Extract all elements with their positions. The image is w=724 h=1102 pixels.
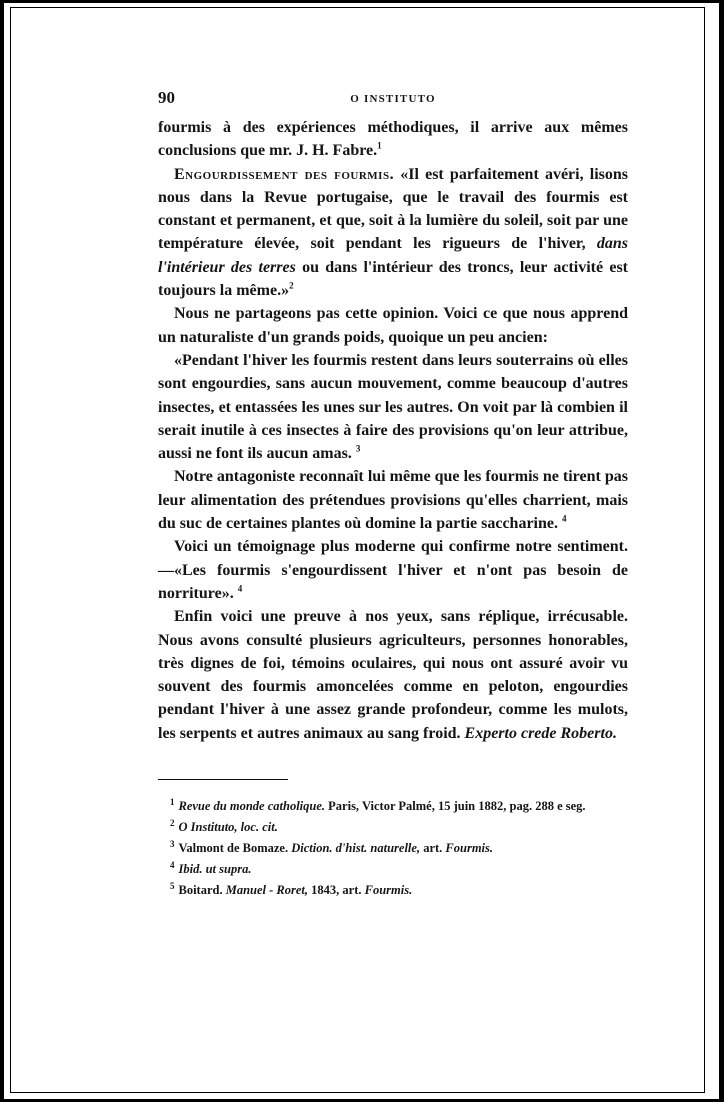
footnote-5-italic-b: Fourmis.: [364, 883, 413, 898]
footnote-3-italic-b: Fourmis.: [445, 841, 494, 856]
paragraph-1: [158, 116, 628, 163]
paragraph-7-text: Enfin voici une preuve à nos yeux, sans réplique, irrécusable. Nous avons consulté plusieurs agriculteurs, personnes honorables, très dignes de foi, témoins oculaires, qui nous ont assuré avoir vu souvent des fourmis amoncelées comme en peloton, engourdies pendant l'hiver à une assez grande profondeur, comme les mulots, les serpents et autres animaux au sang froid.: [158, 608, 628, 742]
paragraph-7: [158, 605, 628, 745]
footnote-4: [158, 859, 628, 880]
paragraph-4-text: «Pendant l'hiver les fourmis restent dans leurs souterrains où elles sont engourdies, sans aucun mouvement, comme beaucoup d'autres insectes, et entassées les unes sur les autres. On voit par là combien il serait inutile à ces insectes à faire des provisions qu'on leur attribue, aussi ne font ils aucun amas.: [158, 351, 628, 463]
running-title: O INSTITUTO: [350, 93, 436, 105]
footnote-ref-4: 4: [562, 513, 567, 524]
footnote-3-mark: 3: [170, 838, 175, 849]
footnote-ref-2: 2: [289, 280, 294, 291]
footnotes: [158, 796, 628, 901]
paragraph-6-text: Voici un témoignage plus moderne qui confirme notre sentiment.—«Les fourmis s'engourdissent l'hiver et n'ont pas besoin de norriture».: [158, 538, 628, 602]
footnote-5: [158, 880, 628, 901]
paragraph-5: [158, 465, 628, 535]
page-number: 90: [158, 88, 175, 107]
footnote-5-text-a: Boitard.: [178, 883, 226, 898]
footnote-divider: [158, 779, 288, 780]
paragraph-2-italic: dans l'intérieur des terres: [158, 235, 628, 276]
paragraph-2-text-b: ou dans l'intérieur des troncs, leur activité est toujours la même.»: [158, 258, 628, 300]
page-header: [158, 86, 628, 116]
footnote-5-text-b: 1843, art.: [308, 883, 365, 898]
paragraph-5-text: Notre antagoniste reconnaît lui même que les fourmis ne tirent pas leur alimentation des prétendues provisions qu'elles charrient, mais du suc de certaines plantes où domine la partie saccharine.: [158, 468, 628, 533]
book-page: [158, 86, 628, 901]
footnote-5-italic: Manuel - Roret,: [225, 883, 309, 898]
footnote-2-mark: 2: [170, 817, 175, 828]
paragraph-3: Nous ne partageons pas cette opinion. Voici ce que nous apprend un naturaliste d'un grands poids, quoique un peu ancien:: [158, 305, 628, 346]
main-text: [158, 116, 628, 745]
footnote-4-italic: Ibid. ut supra.: [178, 862, 252, 877]
paragraph-7-italic: Experto crede Roberto.: [464, 724, 617, 742]
footnote-1-mark: 1: [170, 796, 175, 807]
paragraph-6: [158, 535, 628, 605]
footnote-2-italic: O Instituto, loc. cit.: [178, 820, 278, 835]
footnote-3-text-b: art.: [420, 841, 446, 856]
footnote-2: [158, 817, 628, 838]
footnote-5-mark: 5: [170, 880, 175, 891]
footnote-1-italic: Revue du monde catholique.: [178, 799, 326, 814]
footnote-1-text: Paris, Victor Palmé, 15 juin 1882, pag. 288 e seg.: [325, 799, 586, 814]
paragraph-1-text: fourmis à des expériences méthodiques, il arrive aux mêmes conclusions que mr. J. H. Fabre.: [158, 119, 628, 160]
footnote-1: [158, 796, 628, 817]
footnote-3-italic-a: Diction. d'hist. naturelle,: [291, 841, 421, 856]
footnote-ref-3: 3: [355, 443, 361, 454]
paragraph-4: [158, 349, 628, 465]
paragraph-2-text-a: «Il est parfaitement avéri, lisons nous dans la Revue portugaise, que le travail des fourmis est constant et permanent, et que, soit à la lumière du soleil, soit par une température élevée, soit pendant les rigueurs de l'hiver,: [158, 165, 628, 253]
section-heading: Engourdissement des fourmis.: [174, 165, 395, 183]
footnote-3: [158, 838, 628, 859]
footnote-ref-4b: 4: [237, 583, 243, 594]
paragraph-2: [158, 163, 628, 303]
footnote-4-mark: 4: [170, 859, 175, 870]
footnote-3-text-a: Valmont de Bomaze.: [178, 841, 292, 856]
footnote-ref-1: 1: [377, 140, 382, 151]
